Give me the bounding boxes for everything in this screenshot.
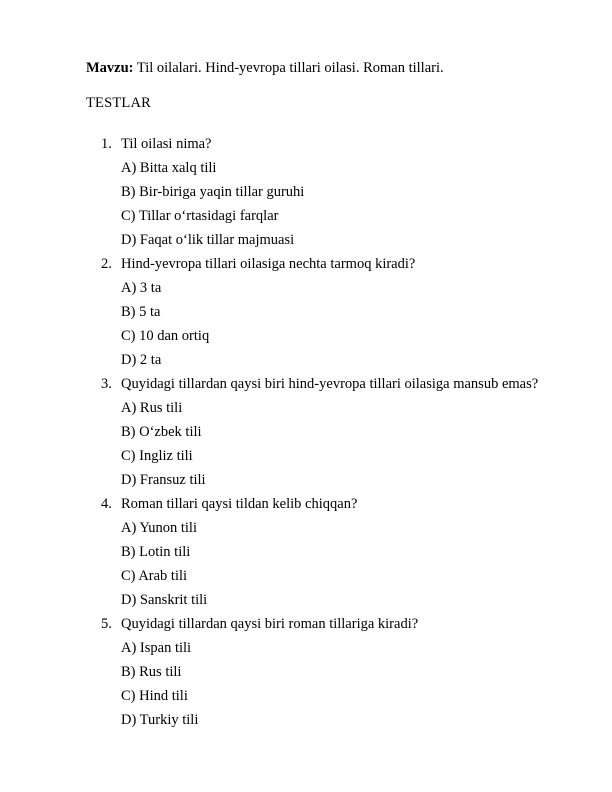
- answer-option: A) Bitta xalq tili: [121, 160, 217, 176]
- answer-option: D) Turkiy tili: [121, 712, 199, 728]
- section-title: TESTLAR: [86, 95, 152, 111]
- question-item: [0, 492, 612, 612]
- answer-option: A) Rus tili: [121, 400, 183, 416]
- question-number: 1.: [101, 136, 112, 152]
- question-list: [0, 132, 612, 732]
- answer-option: D) 2 ta: [121, 352, 162, 368]
- question-text: Hind-yevropa tillari oilasiga nechta tarmoq kiradi?: [121, 256, 416, 272]
- answer-option: C) Arab tili: [121, 568, 188, 584]
- question-text: Til oilasi nima?: [121, 136, 212, 152]
- question-item: [0, 132, 612, 252]
- answer-option: A) Yunon tili: [121, 520, 197, 536]
- question-text: Quyidagi tillardan qaysi biri hind-yevropa tillari oilasiga mansub emas?: [121, 376, 539, 392]
- answer-option: C) 10 dan ortiq: [121, 328, 210, 344]
- answer-option: B) Lotin tili: [121, 544, 191, 560]
- answer-option: C) Ingliz tili: [121, 448, 193, 464]
- question-number: 5.: [101, 616, 112, 632]
- topic-text: Til oilalari. Hind-yevropa tillari oilasi. Roman tillari.: [133, 60, 444, 76]
- question-item: [0, 612, 612, 732]
- answer-option: C) Hind tili: [121, 688, 188, 704]
- question-item: [0, 372, 612, 492]
- answer-option: B) Rus tili: [121, 664, 182, 680]
- answer-option: D) Faqat o‘lik tillar majmuasi: [121, 232, 295, 248]
- question-item: [0, 252, 612, 372]
- question-number: 4.: [101, 496, 112, 512]
- question-text: Quyidagi tillardan qaysi biri roman tillariga kiradi?: [121, 616, 419, 632]
- answer-option: B) O‘zbek tili: [121, 424, 202, 440]
- answer-option: D) Fransuz tili: [121, 472, 206, 488]
- answer-option: B) 5 ta: [121, 304, 161, 320]
- answer-option: C) Tillar o‘rtasidagi farqlar: [121, 208, 279, 224]
- answer-option: A) 3 ta: [121, 280, 162, 296]
- answer-option: A) Ispan tili: [121, 640, 192, 656]
- question-number: 2.: [101, 256, 112, 272]
- question-text: Roman tillari qaysi tildan kelib chiqqan?: [121, 496, 358, 512]
- question-number: 3.: [101, 376, 112, 392]
- answer-option: B) Bir-biriga yaqin tillar guruhi: [121, 184, 305, 200]
- topic-label: Mavzu:: [86, 60, 134, 76]
- answer-option: D) Sanskrit tili: [121, 592, 208, 608]
- topic-line: [86, 58, 444, 78]
